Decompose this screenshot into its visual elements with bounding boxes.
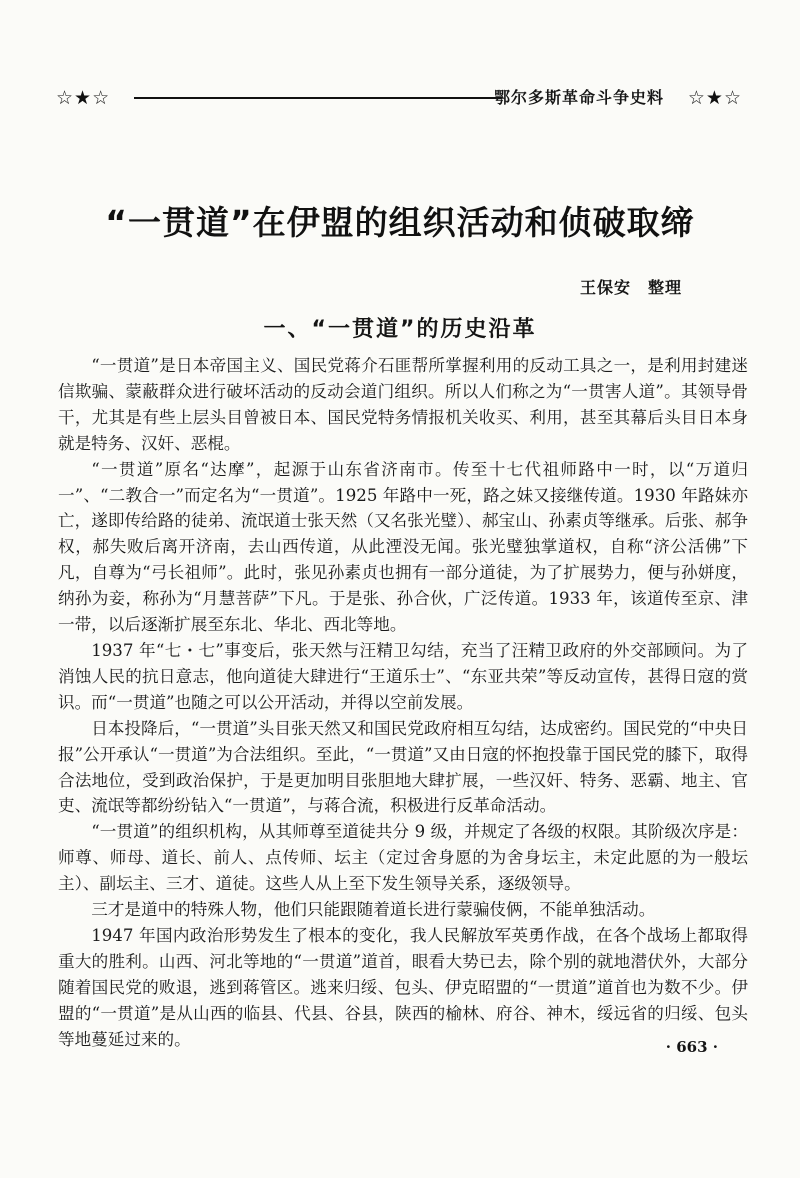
byline: 王保安 整理 [579,278,682,297]
body-paragraph: 1937 年“七・七”事变后，张天然与汪精卫勾结，充当了汪精卫政府的外交部顾问。为了消蚀人民的抗日意志，他向道徒大肆进行“王道乐士”、“东亚共荣”等反动宣传，甚得日寇的赏识。而“一贯道”也随之可以公开活动，并得以空前发展。 [58,640,748,712]
article-title: “一贯道”在伊盟的组织活动和侦破取缔 [105,203,695,242]
series-title: 鄂尔多斯革命斗争史料 [493,88,664,107]
body-paragraph: “一贯道”原名“达摩”，起源于山东省济南市。传至十七代祖师路中一时，以“万道归一”、“二教合一”而定名为“一贯道”。1925 年路中一死，路之妹又接继传道。1930 年路妹亦亡，遂即传给路的徒弟、流氓道士张天然（又名张光璧）、郝宝山、孙素贞等继承。后张、郝争权，郝失败后离开济南，去山西传道，从此湮没无闻。张光璧独掌道权，自称“济公活佛”下凡，自尊为“弓长祖师”。此时，张见孙素贞也拥有一部分道徒，为了扩展势力，便与孙姘度，纳孙为妾，称孙为“月慧菩萨”下凡。于是张、孙合伙，广泛传道。1933 年，该道传至京、津一带，以后逐渐扩展至东北、华北、西北等地。 [58,459,748,635]
article-body [58,353,748,1052]
body-paragraph: 1947 年国内政治形势发生了根本的变化，我人民解放军英勇作战，在各个战场上都取得重大的胜利。山西、河北等地的“一贯道”道首，眼看大势已去，除个别的就地潜伏外，大部分随着国民党的败退，逃到蒋管区。逃来归绥、包头、伊克昭盟的“一贯道”道首也为数不少。伊盟的“一贯道”是从山西的临县、代县、谷县，陕西的榆林、府谷、神木，绥远省的归绥、包头等地蔓延过来的。 [58,925,748,1049]
running-header [56,86,742,110]
stars-ornament-left: ☆★☆ [56,87,111,109]
section-heading: 一、“一贯道”的历史沿革 [263,317,537,342]
body-paragraph: 三才是道中的特殊人物，他们只能跟随着道长进行蒙骗伎俩，不能单独活动。 [91,900,656,920]
header-rule [134,97,502,99]
stars-ornament-right: ☆★☆ [687,87,742,109]
page-number: · 663 · [665,1038,718,1056]
body-paragraph: 日本投降后，“一贯道”头目张天然又和国民党政府相互勾结，达成密约。国民党的“中央日报”公开承认“一贯道”为合法组织。至此，“一贯道”又由日寇的怀抱投靠于国民党的膝下，取得合法地位，受到政治保护，于是更加明目张胆地大肆扩展，一些汉奸、特务、恶霸、地主、官吏、流氓等都纷纷钻入“一贯道”，与蒋合流，积极进行反革命活动。 [58,718,748,816]
body-paragraph: “一贯道”的组织机构，从其师尊至道徒共分 9 级，并规定了各级的权限。其阶级次序是：师尊、师母、道长、前人、点传师、坛主（定过舍身愿的为舍身坛主，未定此愿的为一般坛主）、副坛主、三才、道徒。这些人从上至下发生领导关系，逐级领导。 [58,822,748,894]
body-paragraph: “一贯道”是日本帝国主义、国民党蒋介石匪帮所掌握利用的反动工具之一，是利用封建迷信欺骗、蒙蔽群众进行破坏活动的反动会道门组织。所以人们称之为“一贯害人道”。其领导骨干，尤其是有些上层头目曾被日本、国民党特务情报机关收买、利用，甚至其幕后头目日本身就是特务、汉奸、恶棍。 [58,356,748,453]
